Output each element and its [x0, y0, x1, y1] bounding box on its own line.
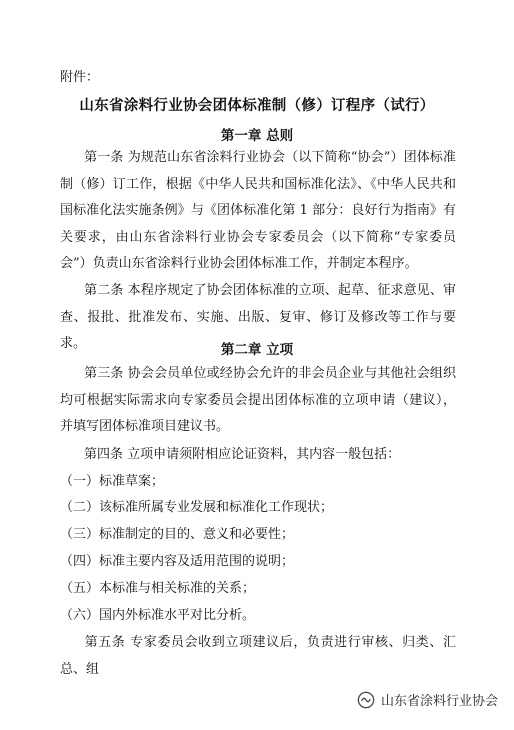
watermark-text: 山东省涂料行业协会 [380, 694, 498, 709]
list-item: （六）国内外标准水平对比分析。 [60, 608, 256, 623]
article-3 [60, 361, 456, 441]
article-5-text: 第五条 专家委员会收到立项建议后，负责进行审核、归类、汇总、组 [60, 635, 456, 677]
chapter-1-heading: 第一章 总则 [220, 128, 294, 144]
article-4-text: 第四条 立项申请须附相应论证资料，其内容一般包括： [84, 447, 401, 462]
attachment-label: 附件： [60, 70, 100, 85]
list-item: （一）标准草案； [60, 474, 165, 489]
list-item: （二）该标准所属专业发展和标准化工作现状； [60, 500, 334, 515]
wechat-channel-icon [357, 691, 375, 709]
article-1 [60, 145, 456, 278]
article-2-text: 第二条 本程序规定了协会团体标准的立项、起草、征求意见、审查、报批、批准发布、实施、出版、复审、修订及修改等工作与要求。 [60, 283, 456, 351]
article-4 [60, 442, 456, 469]
list-item: （三）标准制定的目的、意义和必要性； [60, 527, 295, 542]
chapter-2-heading: 第二章 立项 [220, 342, 294, 358]
watermark [357, 690, 498, 709]
article-3-text: 第三条 协会会员单位或经协会允许的非会员企业与其他社会组织均可根据实际需求向专家委员会提出团体标准的立项申请（建议），并填写团体标准项目建议书。 [60, 366, 456, 434]
article-1-text: 第一条 为规范山东省涂料行业协会（以下简称“协会”）团体标准制（修）订工作，根据《中华人民共和国标准化法》、《中华人民共和国标准化法实施条例》与《团体标准化第 1 部分：良好行为指南》有关要求，由山东省涂料行业协会专家委员会（以下简称“专家委员会”）负责山东省涂料行业协会团体标准工作，并制定本程序。 [60, 150, 456, 271]
list-item: （五）本标准与相关标准的关系； [60, 581, 256, 596]
article-5 [60, 630, 456, 683]
list-item: （四）标准主要内容及适用范围的说明； [60, 554, 295, 569]
document-title: 山东省涂料行业协会团体标准制（修）订程序（试行） [79, 97, 435, 114]
